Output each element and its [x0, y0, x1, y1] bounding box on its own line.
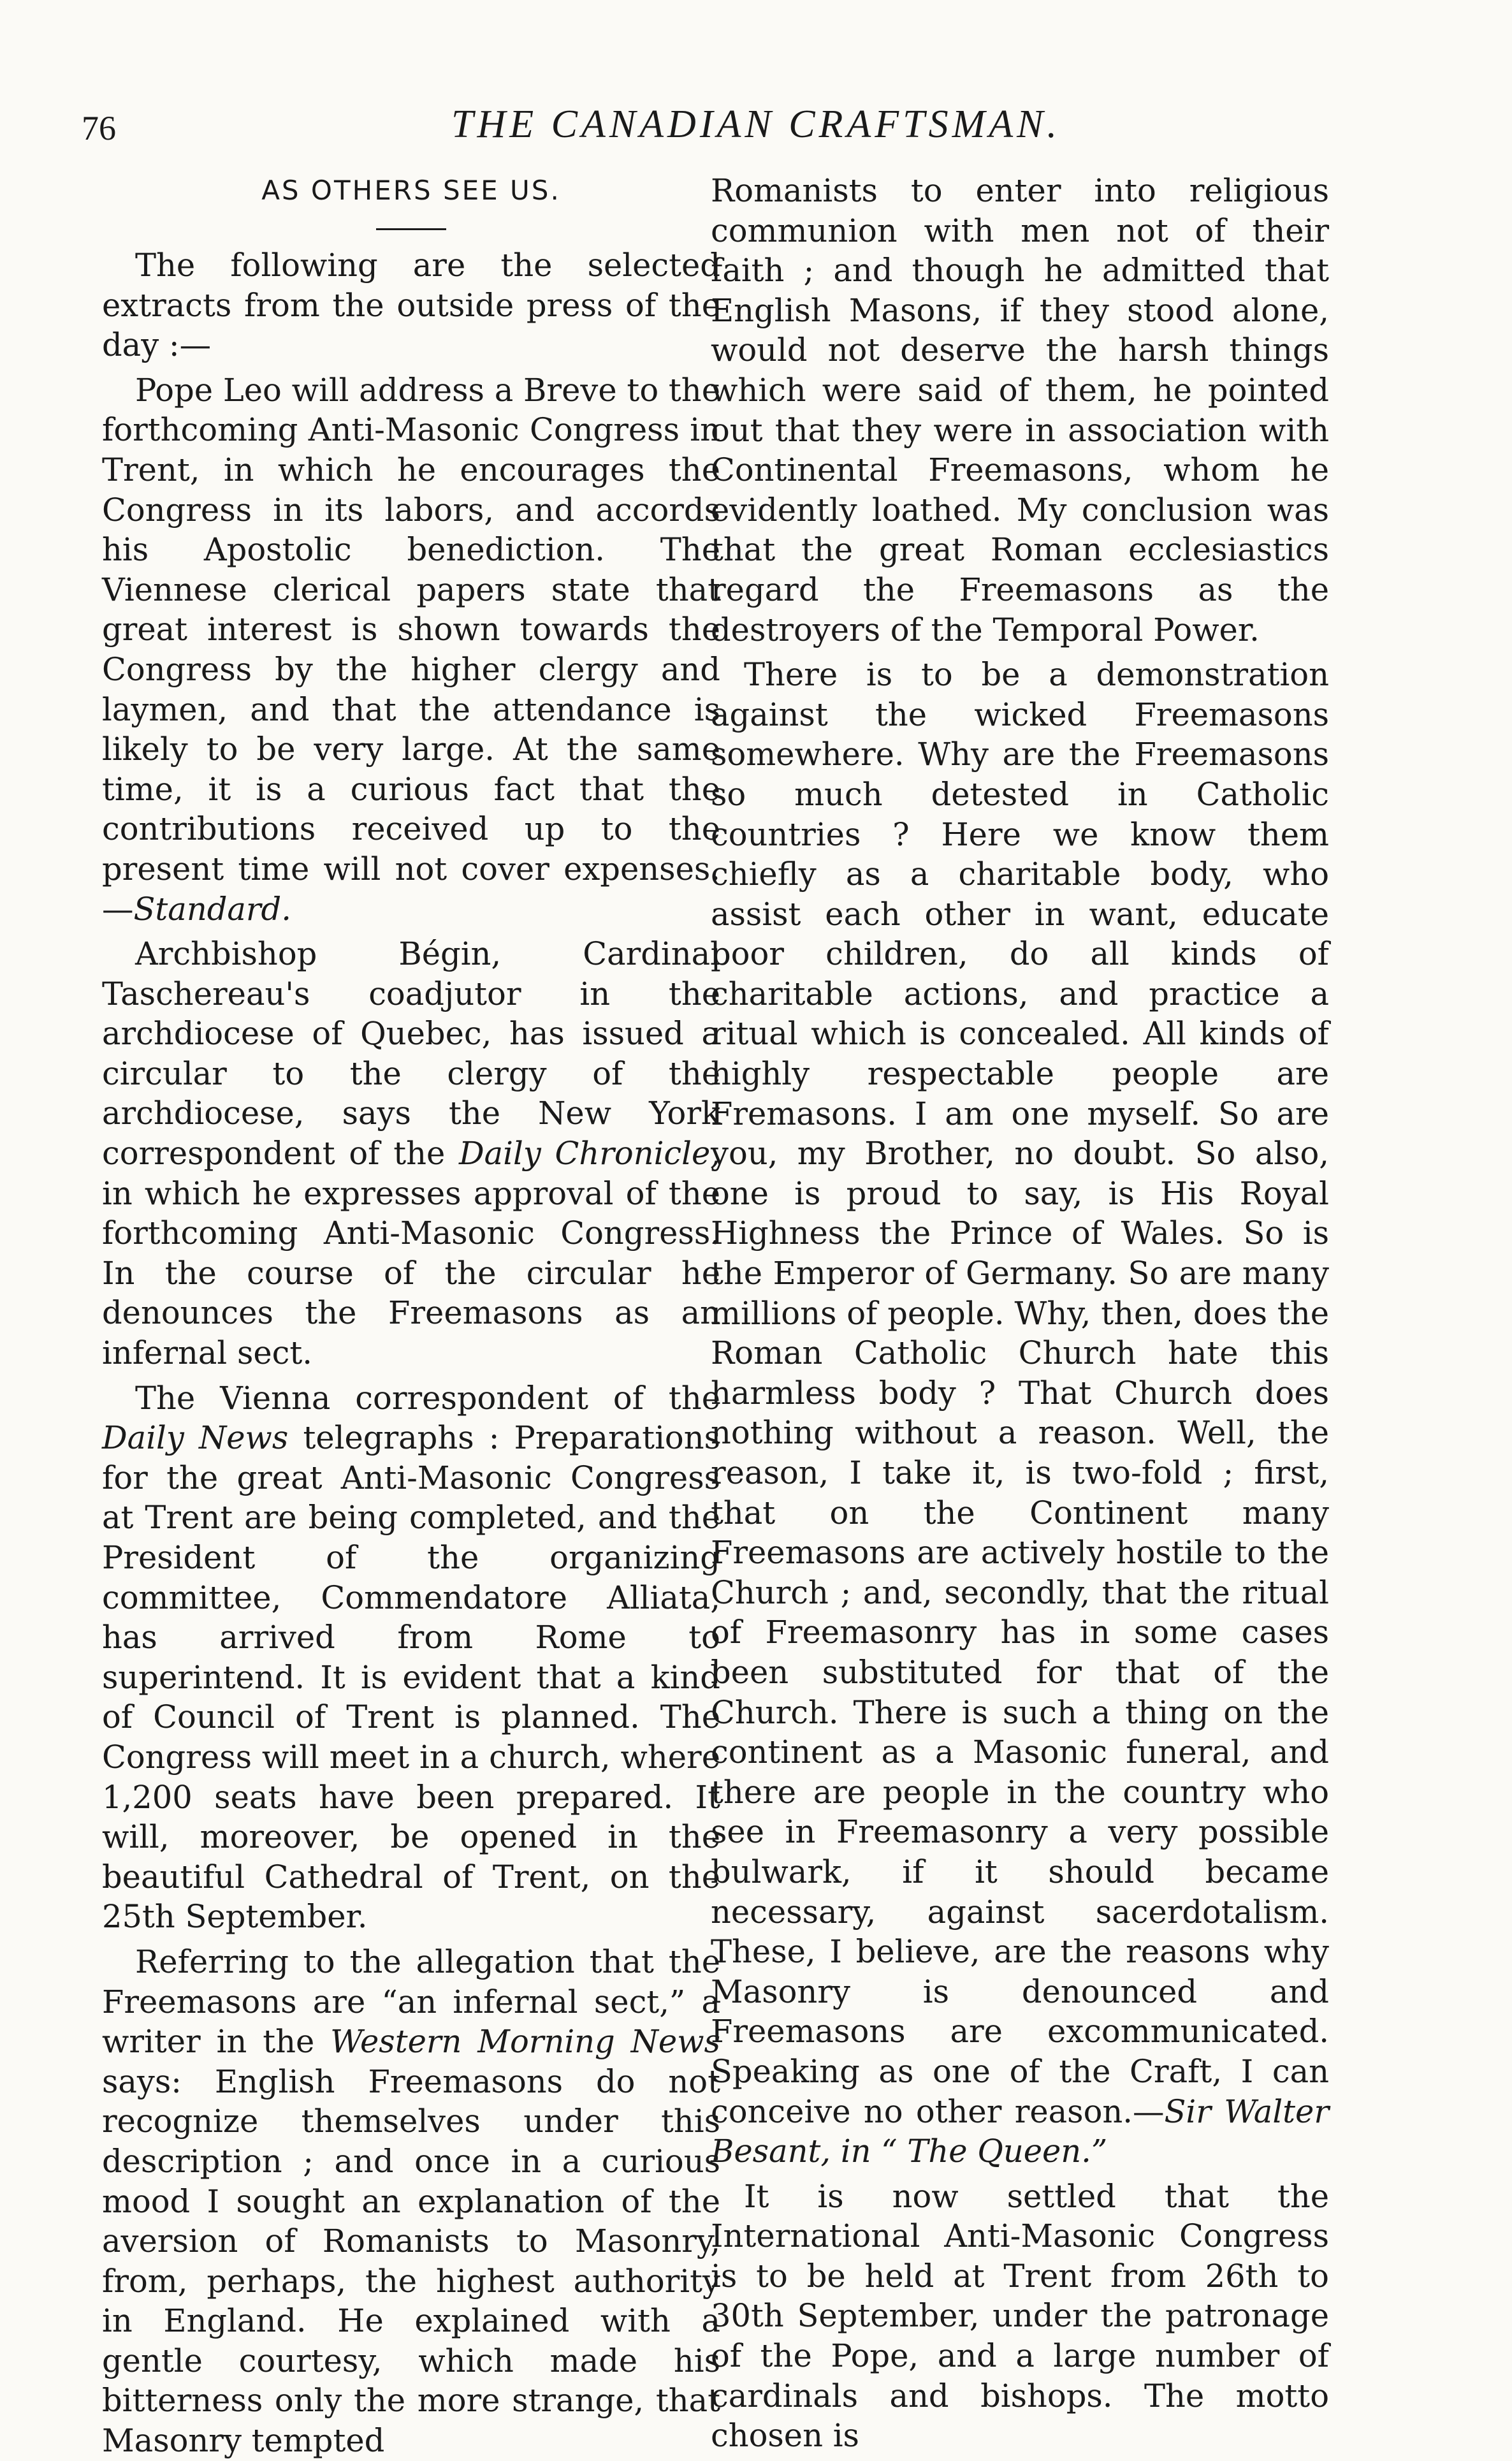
source-citation: Sir Walter Besant, in “ The Queen.”: [711, 2092, 1329, 2170]
source-citation: Daily News: [102, 1419, 289, 1457]
right-column: [711, 171, 1329, 2456]
paragraph-text: in which he expresses approval of the forthcoming Anti-Masonic Congress. In the course of the circular he denounces the Freemasons as an infernal sect.: [102, 1174, 720, 1372]
heading-rule: [376, 228, 446, 230]
left-column: [102, 171, 720, 2461]
intro-paragraph: The following are the selected extracts from the outside press of the day :—: [102, 247, 720, 364]
paragraph-pope-leo: [102, 370, 720, 929]
paragraph-infernal-sect: [102, 1942, 720, 2461]
source-citation: Daily Chronicle,: [458, 1135, 721, 1172]
paragraph-text: Pope Leo will address a Breve to the forthcoming Anti-Masonic Congress in Trent, in which he encourages the Congress in its labors, and accords his Apostolic benediction. The Viennese clerical papers state that great interest is shown towards the Congress by the higher clergy and laymen, and that the attendance is likely to be very large. At the same time, it is a curious fact that the contributions received up to the present time will not cover expenses.—: [102, 371, 720, 928]
running-head: THE CANADIAN CRAFTSMAN.: [451, 103, 1061, 146]
paragraph-text: The Vienna correspondent of the: [135, 1379, 720, 1417]
paragraph-begin: [102, 934, 720, 1373]
page-number: 76: [82, 109, 116, 147]
paragraph-vienna: [102, 1378, 720, 1937]
paragraph-congress-settled: It is now settled that the International Anti-Masonic Congress is to be held at Trent from 26th to 30th September, under the patronage of the Pope, and a large number of cardinals and bishops. The motto chosen is: [711, 2177, 1329, 2455]
paragraph-text: Referring to the allegation that the Freemasons are “an infernal sect,” a writer in the: [102, 1943, 720, 2061]
source-citation: Western Morning News: [330, 2023, 720, 2061]
source-citation: Standard.: [133, 890, 291, 928]
paragraph-text: telegraphs : Preparations for the great Anti-Masonic Congress at Trent are being completed, and the President of the organizing committee, Commendatore Alliata, has arrived from Rome to superintend. It is evident that a kind of Council of Trent is planned. The Congress will meet in a church, where 1,200 seats have been prepared. It will, moreover, be opened in the beautiful Cathedral of Trent, on the 25th September.: [102, 1419, 720, 1936]
paragraph-continuation: Romanists to enter into religious communion with men not of their faith ; and though he admitted that English Masons, if they stood alone, would not deserve the harsh things which were said of them, he pointed out that they were in association with Continental Freemasons, whom he evidently loathed. My conclusion was that the great Roman ecclesiastics regard the Freemasons as the destroyers of the Temporal Power.: [711, 172, 1329, 648]
paragraph-text: Archbishop Bégin, Cardinal Taschereau's coadjutor in the archdiocese of Quebec, has issued a circular to the clergy of the archdiocese, says the New York correspondent of the: [102, 935, 720, 1172]
paragraph-text: says: English Freemasons do not recognize themselves under this description ; and once in a curious mood I sought an explanation of the aversion of Romanists to Masonry, from, perhaps, the highest authority in England. He explained with a gentle courtesy, which made his bitterness only the more strange, that Masonry tempted: [102, 2063, 720, 2460]
paragraph-text: There is to be a demonstration against the wicked Freemasons somewhere. Why are the Freemasons so much detested in Catholic countries ? Here we know them chiefly as a charitable body, who assist each other in want, educate poor children, do all kinds of charitable actions, and practice a ritual which is concealed. All kinds of highly respectable people are Fremasons. I am one myself. So are you, my Brother, no doubt. So also, one is proud to say, is His Royal Highness the Prince of Wales. So is the Emperor of Germany. So are many millions of people. Why, then, does the Roman Catholic Church hate this harmless body ? That Church does nothing without a reason. Well, the reason, I take it, is two-fold ; first, that on the Continent many Freemasons are actively hostile to the Church ; and, secondly, that the ritual of Freemasonry has in some cases been substituted for that of the Church. There is such a thing on the continent as a Masonic funeral, and there are people in the country who see in Freemasonry a very possible bulwark, if it should became necessary, against sacerdotalism. These, I believe, are the reasons why Masonry is denounced and Freemasons are excommunicated. Speaking as one of the Craft, I can conceive no other reason.—: [711, 656, 1329, 2130]
article-heading: AS OTHERS SEE US.: [261, 175, 561, 206]
paragraph-demonstration: [711, 655, 1329, 2172]
